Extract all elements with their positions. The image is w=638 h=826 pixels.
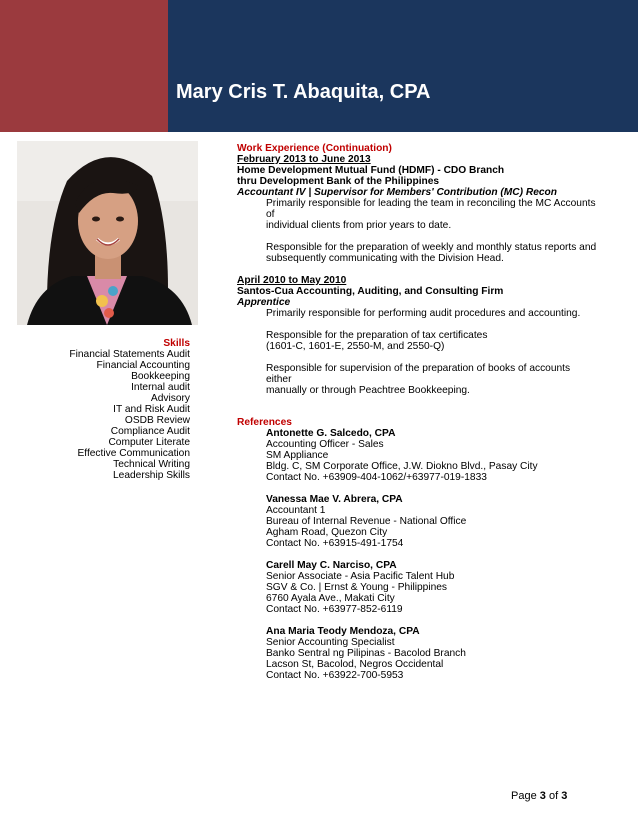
reference-line: Lacson St, Bacolod, Negros Occidental (266, 659, 444, 670)
skill-item: OSDB Review (124, 415, 190, 426)
reference-name: Antonette G. Salcedo, CPA (266, 428, 396, 439)
job2-duty: (1601-C, 1601-E, 2550-M, and 2550-Q) (266, 341, 445, 352)
candidate-name: Mary Cris T. Abaquita, CPA (176, 81, 431, 103)
skill-item: Leadership Skills (112, 470, 190, 481)
reference-name: Carell May C. Narciso, CPA (266, 560, 397, 571)
job2-duty: Responsible for the preparation of tax certificates (266, 330, 488, 341)
job1-duty: Primarily responsible for leading the team in reconciling the MC Accounts of (266, 198, 596, 220)
reference-entry (237, 560, 597, 615)
reference-entry (237, 428, 597, 483)
page-total: 3 (561, 790, 568, 802)
reference-line: Banko Sentral ng Pilipinas - Bacolod Branch (266, 648, 466, 659)
reference-line: Accountant 1 (266, 505, 326, 516)
header-blue-block (168, 0, 638, 132)
job2-duty: Responsible for supervision of the preparation of books of accounts either (266, 363, 571, 385)
job2-date: April 2010 to May 2010 (237, 275, 347, 286)
reference-line: Contact No. +63909-404-1062/+63977-019-1833 (266, 472, 487, 483)
reference-line: 6760 Ayala Ave., Makati City (266, 593, 395, 604)
reference-line: Contact No. +63915-491-1754 (266, 538, 404, 549)
page-word: Page (511, 790, 537, 802)
reference-line: Contact No. +63922-700-5953 (266, 670, 404, 681)
job2-duty: manually or through Peachtree Bookkeeping. (266, 385, 470, 396)
skill-item: Financial Accounting (96, 360, 190, 371)
header-red-block (0, 0, 168, 132)
reference-line: SGV & Co. | Ernst & Young - Philippines (266, 582, 448, 593)
skill-item: Bookkeeping (131, 371, 190, 382)
job1-employer: Home Development Mutual Fund (HDMF) - CDO Branch (237, 165, 505, 176)
skill-item: IT and Risk Audit (113, 404, 190, 415)
job2-employer: Santos-Cua Accounting, Auditing, and Consulting Firm (237, 286, 504, 297)
skill-item: Computer Literate (108, 437, 190, 448)
page-number: 3 (539, 790, 546, 802)
job1-duty: individual clients from prior years to date. (266, 220, 452, 231)
profile-photo (17, 141, 198, 325)
skill-item: Technical Writing (113, 459, 190, 470)
main-content (237, 143, 597, 681)
job1-date: February 2013 to June 2013 (237, 154, 371, 165)
skill-item: Compliance Audit (110, 426, 190, 437)
job2-duty: Primarily responsible for performing audit procedures and accounting. (266, 308, 581, 319)
job1-duty: subsequently communicating with the Division Head. (266, 253, 504, 264)
skill-item: Advisory (150, 393, 190, 404)
reference-line: Agham Road, Quezon City (266, 527, 388, 538)
work-experience-heading: Work Experience (Continuation) (237, 143, 392, 154)
reference-line: Senior Associate - Asia Pacific Talent Hub (266, 571, 455, 582)
job2-title: Apprentice (237, 297, 291, 308)
references-heading: References (237, 417, 292, 428)
reference-entry (237, 494, 597, 549)
skill-item: Internal audit (131, 382, 190, 393)
job1-title: Accountant IV | Supervisor for Members' Contribution (MC) Recon (237, 187, 557, 198)
of-word: of (548, 790, 559, 802)
page-footer (511, 790, 567, 802)
job1-employer-line2: thru Development Bank of the Philippines (237, 176, 440, 187)
skills-sidebar (40, 338, 190, 481)
job1-duty: Responsible for the preparation of weekly and monthly status reports and (266, 242, 597, 253)
skill-item: Effective Communication (77, 448, 190, 459)
reference-line: Contact No. +63977-852-6119 (266, 604, 403, 615)
reference-entry (237, 626, 597, 681)
reference-line: Accounting Officer - Sales (266, 439, 384, 450)
reference-line: SM Appliance (266, 450, 329, 461)
skill-item: Financial Statements Audit (69, 349, 190, 360)
profile-photo-illustration (17, 141, 198, 325)
reference-name: Ana Maria Teody Mendoza, CPA (266, 626, 420, 637)
reference-line: Senior Accounting Specialist (266, 637, 395, 648)
reference-line: Bureau of Internal Revenue - National Office (266, 516, 467, 527)
reference-name: Vanessa Mae V. Abrera, CPA (266, 494, 403, 505)
reference-line: Bldg. C, SM Corporate Office, J.W. Diokno Blvd., Pasay City (266, 461, 538, 472)
skills-heading: Skills (163, 338, 190, 349)
